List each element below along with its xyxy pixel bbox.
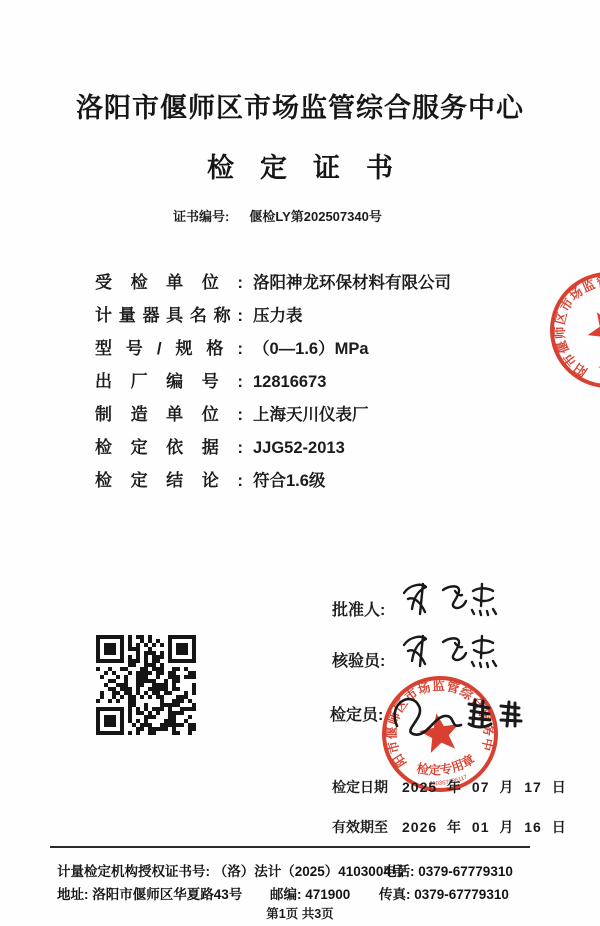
- field-label: 型号/规格:: [95, 339, 243, 358]
- field-row: [95, 431, 525, 464]
- valid-until-label: 有效期至: [332, 819, 388, 835]
- field-row: [95, 332, 525, 365]
- field-value: 符合1.6级: [253, 472, 326, 490]
- page-indicator: 第1页 共3页: [266, 907, 334, 921]
- field-value: JJG52-2013: [253, 439, 345, 457]
- valid-until-value: 2026 年 01 月 16 日: [402, 819, 567, 835]
- field-row: [95, 299, 525, 332]
- certificate-number-value: 偃检LY第202507340号: [249, 209, 382, 224]
- field-label: 受检单位:: [95, 273, 243, 292]
- field-label: 检定依据:: [95, 438, 243, 457]
- footer-fax: 传真: 0379-67779310: [379, 887, 509, 902]
- field-row: [95, 266, 525, 299]
- field-row: [95, 398, 525, 431]
- org-title: 洛阳市偃师区市场监管综合服务中心: [76, 93, 524, 123]
- verifier-label: 检定员:: [330, 707, 384, 724]
- footer-postcode: 邮编: 471900: [270, 887, 351, 902]
- field-value: 上海天川仪表厂: [253, 406, 369, 424]
- qr-code: [96, 635, 196, 735]
- certificate-number-label: 证书编号:: [173, 209, 230, 224]
- verify-date-value: 2025 年 07 月 17 日: [402, 779, 567, 795]
- checker-label: 核验员:: [332, 653, 386, 670]
- certificate-number-line: [173, 206, 382, 225]
- verify-date-label: 检定日期: [332, 779, 388, 795]
- approver-signature: [398, 578, 508, 624]
- field-value: （0—1.6）MPa: [253, 340, 369, 358]
- field-row: [95, 464, 525, 497]
- field-list: [95, 266, 525, 497]
- field-label: 计量器具名称:: [95, 306, 243, 325]
- field-label: 出厂编号:: [95, 372, 243, 391]
- verifier-signature: [385, 684, 535, 750]
- field-label: 检定结论:: [95, 471, 243, 490]
- footer-divider: [50, 846, 530, 848]
- approver-label: 批准人:: [332, 602, 386, 619]
- field-value: 12816673: [253, 373, 327, 391]
- field-label: 制造单位:: [95, 405, 243, 424]
- footer-address: 地址: 洛阳市偃师区华夏路43号: [57, 887, 243, 902]
- doc-title: 检定证书: [207, 153, 419, 183]
- field-row: [95, 365, 525, 398]
- footer-auth-no: 计量检定机构授权证书号: （洛）法计（2025）4103004号: [57, 864, 405, 879]
- field-value: 压力表: [253, 307, 303, 325]
- field-value: 洛阳神龙环保材料有限公司: [253, 274, 451, 292]
- footer-phone: 电话: 0379-67779310: [383, 864, 513, 879]
